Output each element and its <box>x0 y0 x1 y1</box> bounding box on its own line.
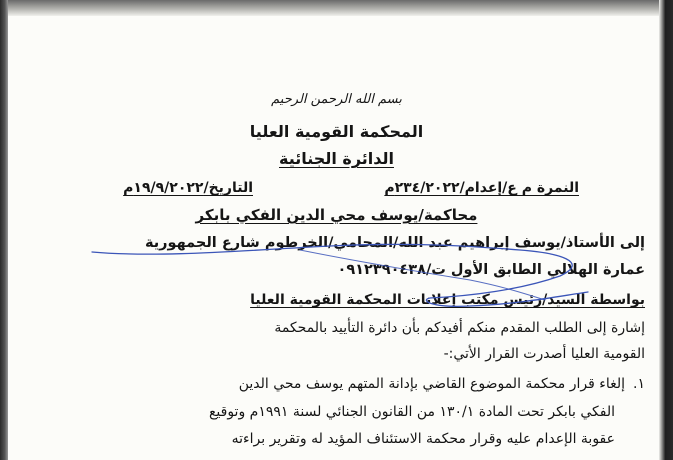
paragraph-1-line-2: القومية العليا أصدرت القرار الأتي:- <box>443 346 645 362</box>
paragraph-1-line-1: إشارة إلى الطلب المقدم منكم أفيدكم بأن دائرة التأييد بالمحكمة <box>274 320 645 336</box>
case-subject: محاكمة/يوسف محي الدين الفكي بابكر <box>195 206 478 224</box>
court-name: المحكمة القومية العليا <box>249 122 424 141</box>
item-1-line-3: عقوبة الإعدام عليه وقرار محكمة الاستئناف المؤيد له وتقرير براءته <box>231 431 615 447</box>
reference-number: النمرة م ع/إعدام/٢٣٤/٢٠٢٢م <box>384 180 579 196</box>
addressee-line-2: عمارة الهلالي الطابق الأول ت/٠٩١٢٣٩٠٤٣٨ <box>337 262 645 278</box>
item-1-text: إلغاء قرار محكمة الموضوع القاضي بإدانة المتهم يوسف محي الدين <box>238 376 626 392</box>
addressee-line-1: إلى الأستاذ/يوسف إبراهيم عبد الله/المحامي/الخرطوم شارع الجمهورية <box>144 235 645 251</box>
document-date: التاريخ/١٩/٩/٢٠٢٢م <box>123 180 253 196</box>
via-line: بواسطة السيد/رئيس مكتب إعلانات المحكمة القومية العليا <box>250 292 645 308</box>
item-1-number: ١. <box>633 376 645 392</box>
basmala-calligraphy: بسم الله الرحمن الرحيم <box>271 92 402 107</box>
item-1-line-2: الفكي بابكر تحت المادة ١٣٠/١ من القانون الجنائي لسنة ١٩٩١م وتوقيع <box>208 404 615 420</box>
division-name: الدائرة الجنائية <box>279 149 394 168</box>
